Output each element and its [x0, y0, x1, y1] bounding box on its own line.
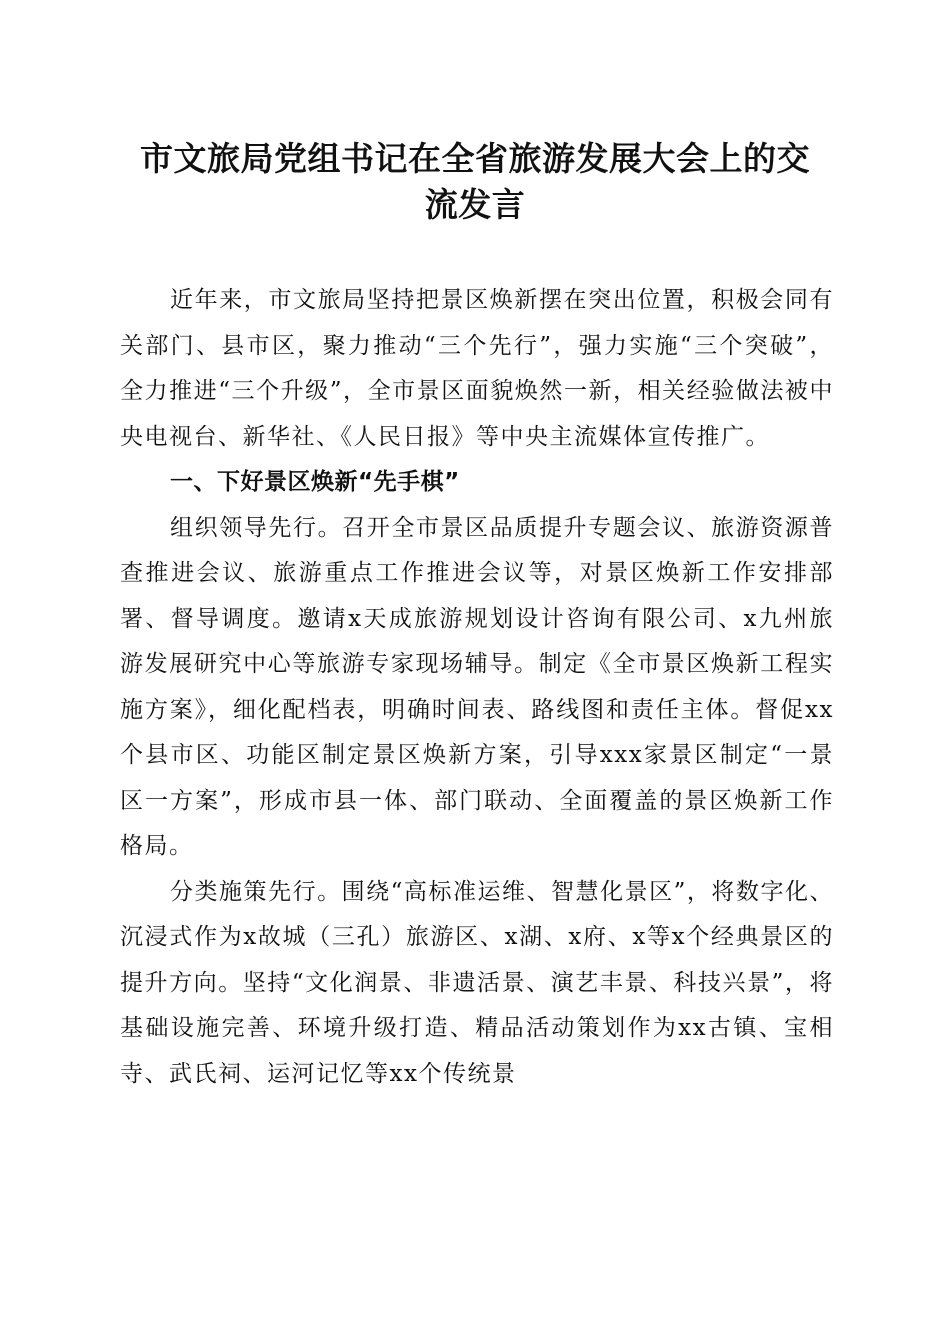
- title-line-1: 市文旅局党组书记在全省旅游发展大会上的交: [140, 139, 810, 178]
- title-line-2: 流发言: [424, 185, 526, 224]
- section-heading-1: 一、下好景区焕新“先手棋”: [170, 469, 460, 495]
- intro-paragraph: 近年来，市文旅局坚持把景区焕新摆在突出位置，积极会同有关部门、县市区，聚力推动“三个先行”，强力实施“三个突破”，全力推进“三个升级”，全市景区面貌焕然一新，相关经验做法被中央电视台、新华社、《人民日报》等中央主流媒体宣传推广。: [120, 287, 834, 450]
- document-title: [110, 136, 840, 228]
- document-body: [120, 278, 834, 1097]
- paragraph-organization: 组织领导先行。召开全市景区品质提升专题会议、旅游资源普查推进会议、旅游重点工作推进会议等，对景区焕新工作安排部署、督导调度。邀请x天成旅游规划设计咨询有限公司、x九州旅游发展研究中心等旅游专家现场辅导。制定《全市景区焕新工程实施方案》，细化配档表，明确时间表、路线图和责任主体。督促xx个县市区、功能区制定景区焕新方案，引导xxx家景区制定“一景区一方案”，形成市县一体、部门联动、全面覆盖的景区焕新工作格局。: [120, 514, 835, 859]
- paragraph-classification: 分类施策先行。围绕“高标准运维、智慧化景区”，将数字化、沉浸式作为x故城（三孔）旅游区、x湖、x府、x等x个经典景区的提升方向。坚持“文化润景、非遗活景、演艺丰景、科技兴景”，将基础设施完善、环境升级打造、精品活动策划作为xx古镇、宝相寺、武氏祠、运河记忆等xx个传统景: [120, 878, 834, 1087]
